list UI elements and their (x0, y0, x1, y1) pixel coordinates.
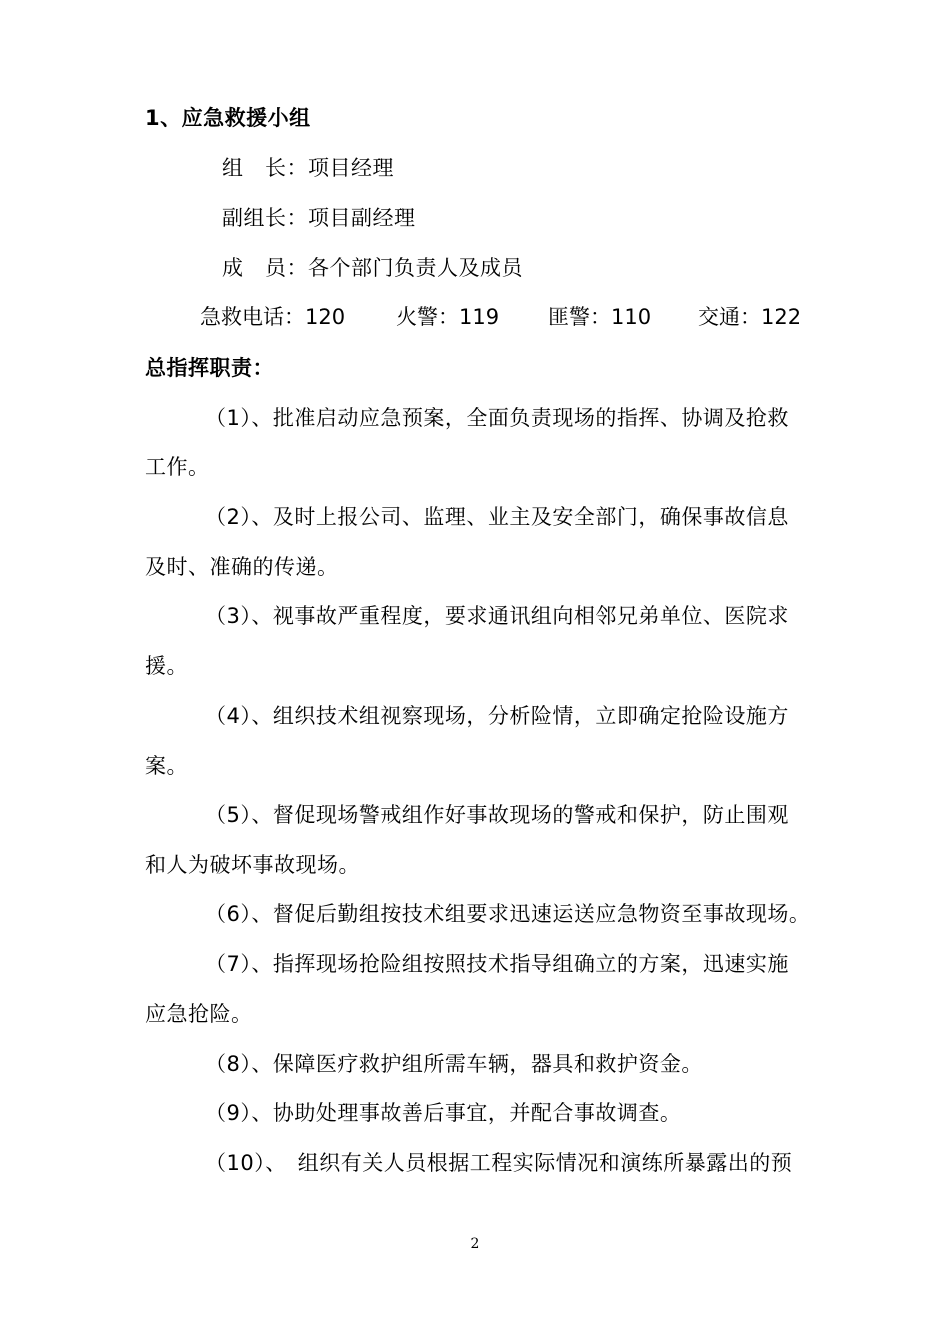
member-value: 项目经理 (308, 156, 394, 180)
duty-line: 和人为破坏事故现场。 (145, 853, 360, 877)
phone-ambulance: 急救电话：120 (200, 305, 346, 329)
page-number: 2 (470, 1236, 480, 1252)
member-label: 成 员： (222, 256, 308, 280)
member-row-deputy (222, 203, 416, 233)
duty-line: 工作。 (145, 455, 210, 479)
duty-line: （3）、视事故严重程度，要求通讯组向相邻兄弟单位、医院求 (205, 604, 789, 628)
section-title: 1、应急救援小组 (145, 106, 311, 130)
member-value: 各个部门负责人及成员 (308, 256, 523, 280)
member-value: 项目副经理 (308, 206, 416, 230)
member-row-members (222, 253, 523, 283)
phone-fire: 火警：119 (396, 305, 500, 329)
duty-line: （5）、督促现场警戒组作好事故现场的警戒和保护，防止围观 (205, 803, 789, 827)
duty-line: 案。 (145, 754, 188, 778)
member-label: 组 长： (222, 156, 308, 180)
duty-line: 应急抢险。 (145, 1002, 253, 1026)
duty-line: 援。 (145, 654, 188, 678)
duty-line: （6）、督促后勤组按技术组要求迅速运送应急物资至事故现场。 (205, 902, 811, 926)
duty-line: （7）、指挥现场抢险组按照技术指导组确立的方案，迅速实施 (205, 952, 789, 976)
phone-traffic: 交通：122 (698, 305, 802, 329)
member-label: 副组长： (222, 206, 308, 230)
duty-line: （9）、协助处理事故善后事宜，并配合事故调查。 (205, 1101, 682, 1125)
duty-line: （10）、 组织有关人员根据工程实际情况和演练所暴露出的预 (205, 1151, 793, 1175)
phone-police: 匪警：110 (548, 305, 652, 329)
duty-line: （1）、批准启动应急预案，全面负责现场的指挥、协调及抢救 (205, 406, 789, 430)
duty-line: 及时、准确的传递。 (145, 555, 339, 579)
duties-heading: 总指挥职责： (145, 356, 274, 380)
member-row-leader (222, 153, 394, 183)
duty-line: （2）、及时上报公司、监理、业主及安全部门，确保事故信息 (205, 505, 789, 529)
duty-line: （8）、保障医疗救护组所需车辆，器具和救护资金。 (205, 1052, 703, 1076)
duty-line: （4）、组织技术组视察现场，分析险情，立即确定抢险设施方 (205, 704, 789, 728)
